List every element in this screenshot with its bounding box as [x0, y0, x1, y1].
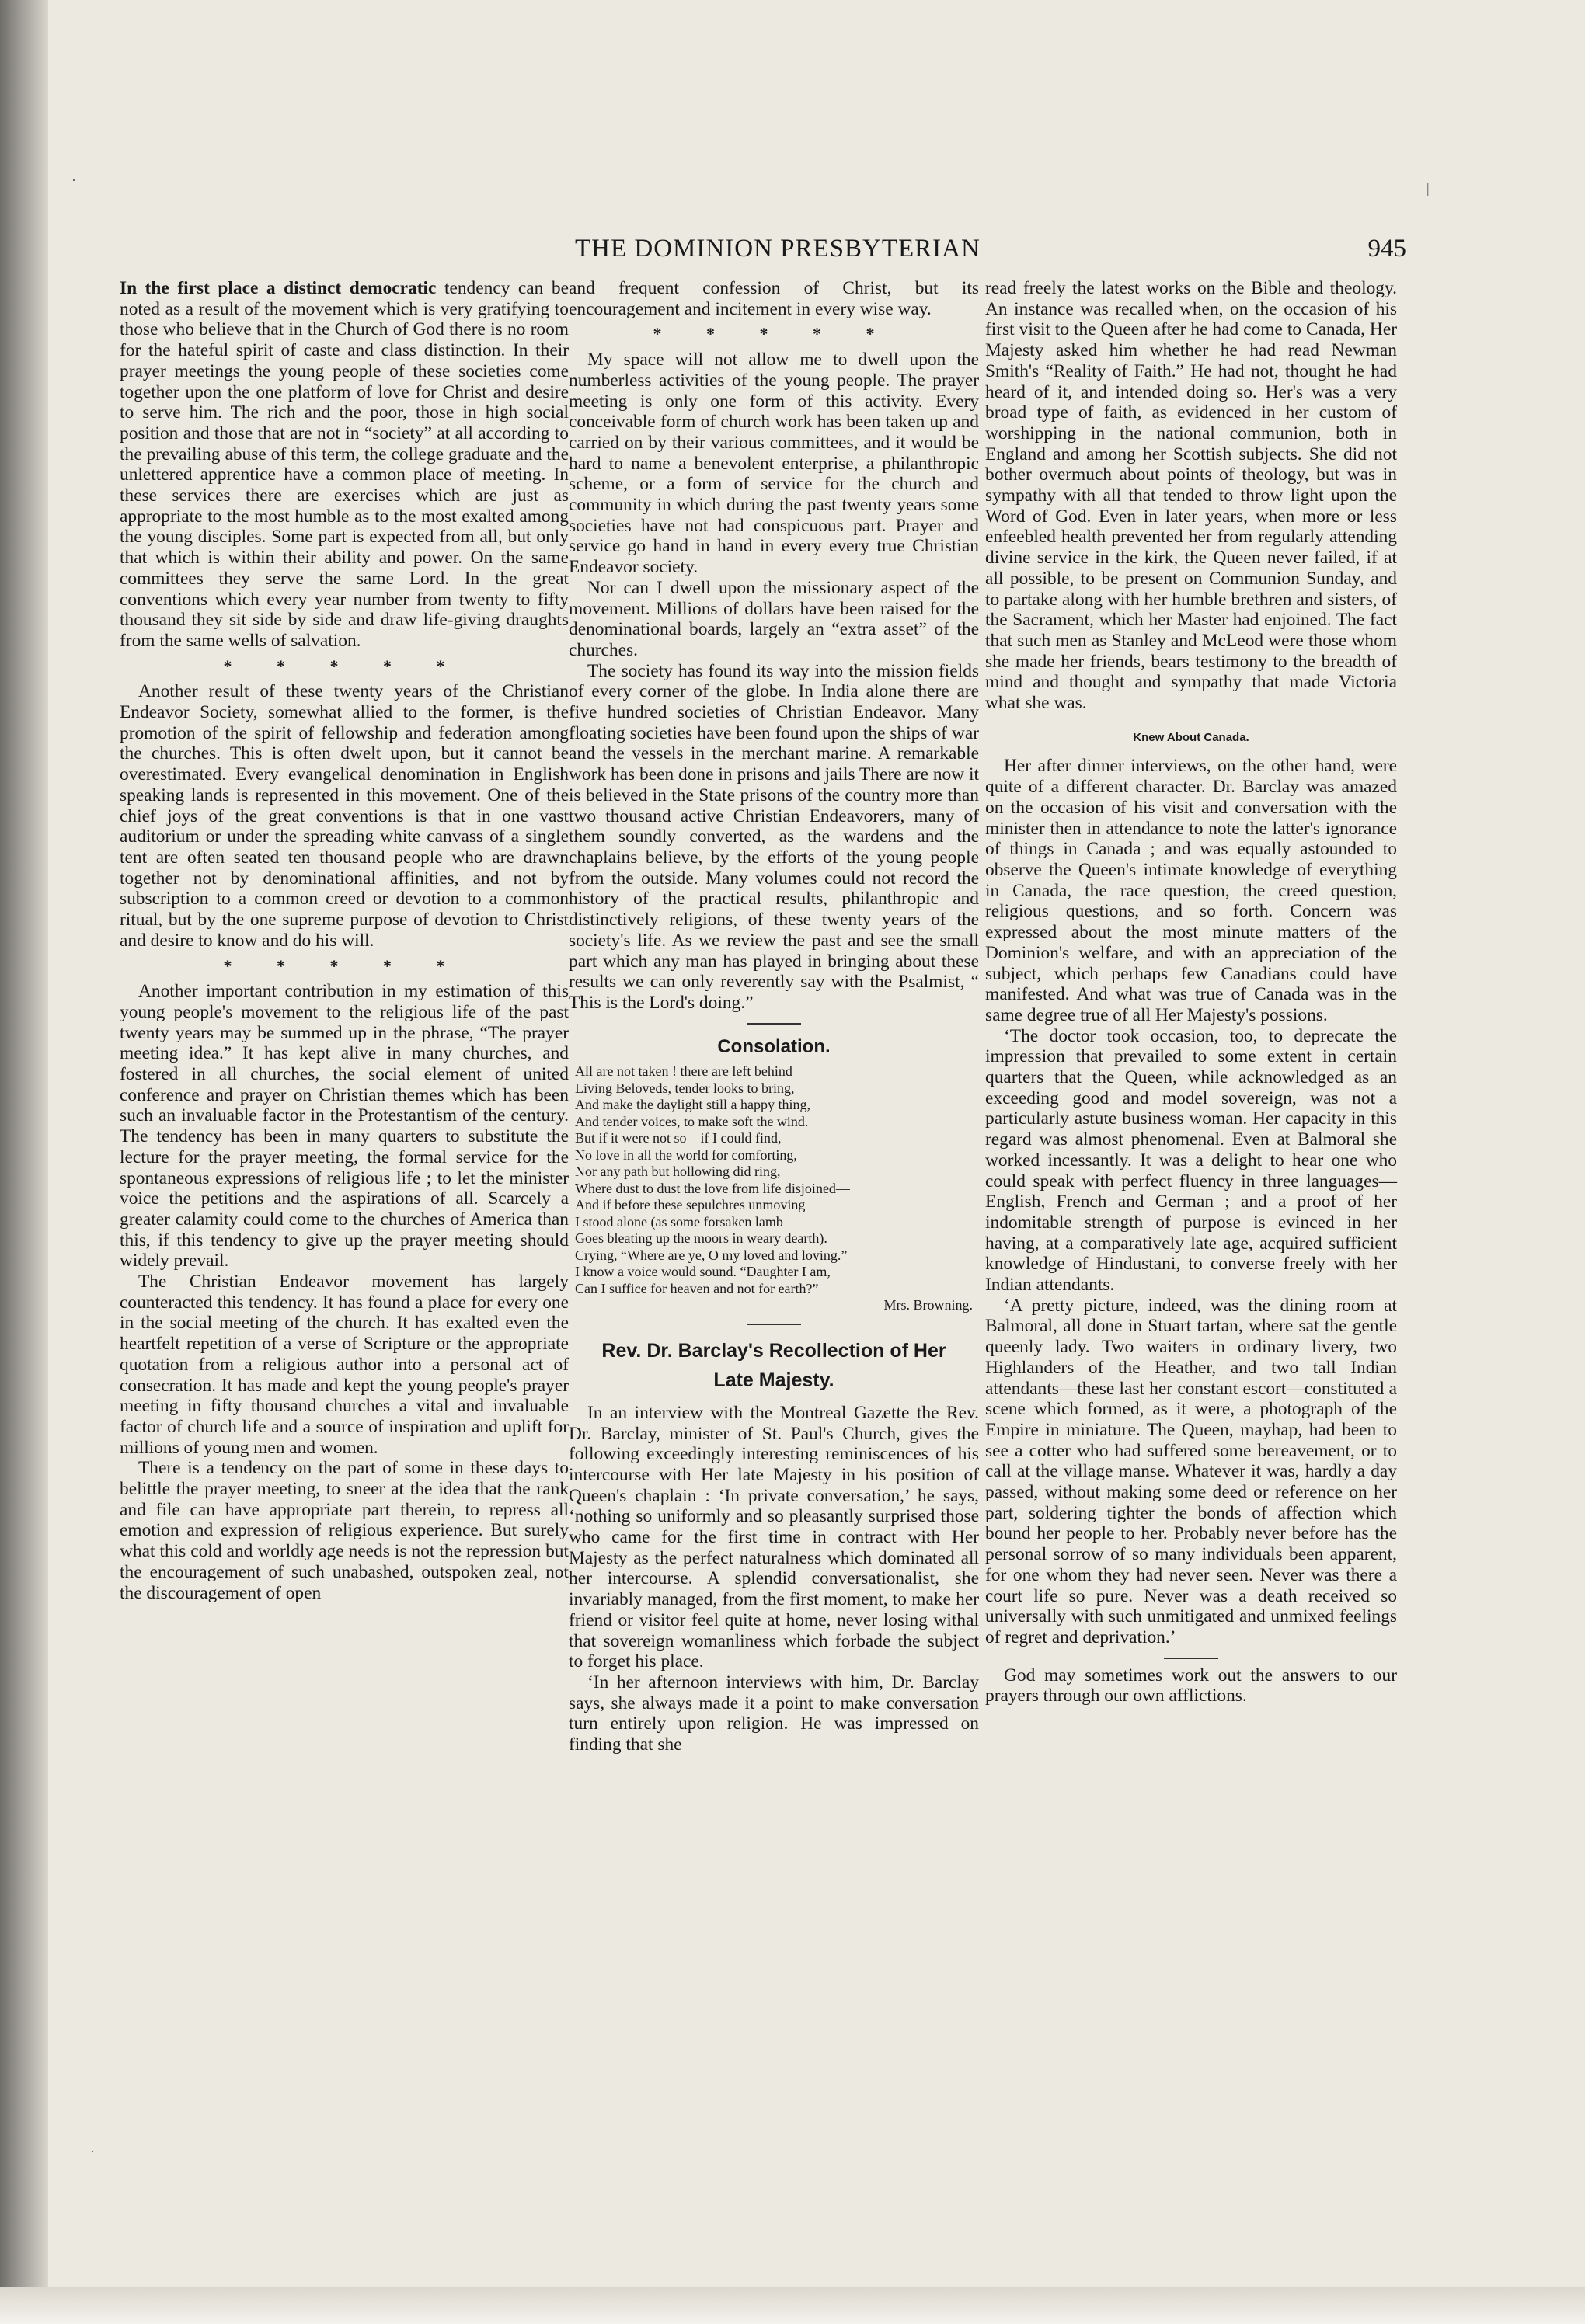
publication-title: THE DOMINION PRESBYTERIAN — [575, 235, 981, 263]
poem-line: Where dust to dust the love from life disjoined— — [575, 1180, 850, 1196]
scan-speck: · — [90, 2144, 95, 2159]
section-rule — [747, 1023, 801, 1025]
paragraph: and frequent confession of Christ, but its encouragement and incitement in every wise way. — [569, 278, 979, 319]
article-title — [569, 1336, 979, 1395]
poem — [575, 1063, 979, 1314]
poem-line: But if it were not so—if I could find, — [575, 1130, 782, 1146]
poem-line: All are not taken ! there are left behind — [575, 1063, 792, 1080]
scan-speck: | — [1426, 180, 1430, 196]
section-divider-stars: * * * * * — [653, 324, 895, 344]
poem-line: And if before these sepulchres unmoving — [575, 1197, 806, 1213]
paragraph-lead: In the first place a distinct democratic — [120, 278, 437, 298]
poem-line: I know a voice would sound. “Daughter I am, — [575, 1264, 831, 1280]
poem-line: Crying, “Where are ye, O my loved and loving.” — [575, 1247, 848, 1263]
paragraph-text: tendency can be noted as a result of the movement which is very gratifying to those who believe that in the Church of God there is no room for the hateful spirit of caste and class distinction. In their prayer meetings the young people of these societies come together upon the one platform of love for Christ and desire to serve him. The rich and the poor, those in high social position and those that are not in “society” at all according to the prevailing abuse of this term, the college graduate and the unlettered apprentice have a common place of meeting. In these services there are exercises which are just as appropriate to the most humble as to the most exalted among the young disciples. Some part is expected from all, but only that which is within their ability and power. On the same committees they serve the same Lord. In the great conventions which every year number from twenty to fifty thousand they sit side by side and draw life-giving draughts from the same wells of salvation. — [120, 278, 569, 651]
scan-speck: · — [71, 172, 76, 188]
poem-line: And make the daylight still a happy thing, — [575, 1097, 810, 1113]
section-rule — [1164, 1658, 1218, 1659]
paragraph: The society has found its way into the mission fields of every corner of the globe. In India alone there are five hundred societies of Christian Endeavor. Many floating societies have been found upon the ships of war and the vessels in the merchant marine. A remarkable work has been done in prisons and jails There are now it is believed in the State prisons of the country more than two thousand active Christian Endeavorers, many of them soundly converted, as the wardens and the chaplains believe, by the efforts of the young people from the outside. Many volumes could not record the history of the practical results, philanthropic and distinctively religions, of these twenty years of the society's life. As we review the past and see the small part which any man has played in bringing about these results we can only reverently say with the Psalmist, “ This is the Lord's doing.” — [569, 660, 979, 1013]
subheading: Knew About Canada. — [1133, 730, 1249, 744]
paragraph: Another important contribution in my estimation of this young people's movement to the religious life of the past twenty years may be summed up in the phrase, “The prayer meeting idea.” It has kept alive in many churches, and fostered in all churches, the social element of united conference and prayer on Christian themes which has been such an invaluable factor in the Protestantism of the century. The tendency has been in many quarters to substitute the lecture for the prayer meeting, the formal service for the spontaneous expressions of religious life ; to let the minister voice the petitions and the aspirations of all. Scarcely a greater calamity could come to the churches of America than this, if this tendency to give up the prayer meeting should widely prevail. — [120, 981, 569, 1272]
paragraph: My space will not allow me to dwell upon the numberless activities of the young people. The prayer meeting is only one form of this activity. Every conceivable form of church work has been taken up and carried on by their various committees, and it would be hard to name a benevolent enterprise, a philanthropic scheme, or a form of service for the church and community in which during the past twenty years some societies have not had conspicuous part. Prayer and service go hand in hand in every every true Christian Endeavor society. — [569, 350, 979, 578]
section-rule — [747, 1324, 801, 1325]
page-bottom-edge — [0, 2287, 1585, 2324]
paragraph — [120, 278, 569, 652]
column-middle — [569, 278, 979, 1755]
page-header — [575, 235, 1406, 273]
paragraph: ‘The doctor took occasion, too, to deprecate the impression that prevailed to some extent in certain quarters that the Queen, while acknowledged as an exceeding good and model sovereign, was not a particularly astute business woman. Her capacity in this regard was almost phenomenal. Even at Balmoral she worked incessantly. It was a delight to hear one who could speak with perfect fluency in three languages—English, French and German ; and a proof of her indomitable strength of purpose is evinced in her having, at a comparatively late age, acquired sufficient knowledge of Hindustani, to converse freely with her Indian attendants. — [985, 1025, 1397, 1296]
paragraph: In an interview with the Montreal Gazette the Rev. Dr. Barclay, minister of St. Paul's Church, gives the following exceedingly interesting reminiscences of his intercourse with Her late Majesty in his position of Queen's chaplain : ‘In private conversation,’ he says, ‘nothing so uniformly and so pleasantly surprised those who came for the first time in contract with Her Majesty as the perfect naturalness which dominated all her intercourse. A splendid conversationalist, she invariably managed, from the first moment, to make her friend or visitor feel quite at home, never losing withal that sovereign womanliness which forbade the subject to forget his place. — [569, 1402, 979, 1672]
article-title-line: Late Majesty. — [713, 1369, 834, 1391]
paragraph: Another result of these twenty years of the Christian Endeavor Society, somewhat allied to the former, is the promotion of the spirit of fellowship and federation among the churches. This is often dwelt upon, but it cannot be overestimated. Every evangelical denomination in English speaking lands is represented in this movement. One of the chief joys of the great conventions is that in one vast auditorium or under the spreading white canvass of a single tent are often seated ten thousand people who are drawn together not by denominational affinities, and not by subscription to a common creed or devotion to a common ritual, but by the one supreme purpose of devotion to Christ and desire to know and do his will. — [120, 681, 569, 951]
poem-line: Nor any path but hollowing did ring, — [575, 1164, 781, 1180]
poem-attribution: —Mrs. Browning. — [869, 1297, 973, 1313]
paragraph: God may sometimes work out the answers to our prayers through our own afflictions. — [985, 1665, 1397, 1706]
poem-line: Goes bleating up the moors in weary dearth). — [575, 1230, 827, 1247]
section-divider-stars: * * * * * — [223, 955, 465, 976]
poem-title: Consolation. — [717, 1035, 831, 1057]
poem-line: Living Beloveds, tender looks to bring, — [575, 1080, 795, 1096]
paragraph: Nor can I dwell upon the missionary aspect of the movement. Millions of dollars have been raised for the denominational boards, largely an “extra asset” of the churches. — [569, 577, 979, 660]
poem-line: Can I suffice for heaven and not for earth?” — [575, 1280, 819, 1296]
section-divider-stars: * * * * * — [223, 656, 465, 676]
poem-line: No love in all the world for comforting, — [575, 1146, 797, 1163]
paragraph: read freely the latest works on the Bible and theology. An instance was recalled when, on the occasion of his first visit to the Queen after he had come to Canada, Her Majesty asked him whether he had read Newman Smith's “Reality of Faith.” He had not, thought he had heard of it, and intended doing so. Her's was a very broad type of faith, as evidenced in her custom of worshipping in the national communion, both in England and among her Scottish subjects. She did not bother overmuch about points of theology, but was in sympathy with all that tended to throw light upon the Word of God. Even in later years, when more or less enfeebled health prevented her from regularly attending divine service in the kirk, the Queen never failed, if at all possible, to be present on Communion Sunday, and to partake along with her humble brethren and sisters, of the Sacrament, which her Master had enjoined. The fact that such men as Stanley and McLeod were those whom she made her friends, bears testimony to the breadth of mind and thought and sympathy that made Victoria what she was. — [985, 278, 1397, 714]
paragraph: ‘In her afternoon interviews with him, Dr. Barclay says, she always made it a point to make conversation turn entirely upon religion. He was impressed on finding that she — [569, 1672, 979, 1755]
column-right — [985, 278, 1397, 1706]
article-title-line: Rev. Dr. Barclay's Recollection of Her — [601, 1339, 946, 1362]
page-number: 945 — [1367, 235, 1406, 263]
poem-line: I stood alone (as some forsaken lamb — [575, 1213, 783, 1230]
paragraph: The Christian Endeavor movement has largely counteracted this tendency. It has found a place for every one in the social meeting of the church. It has exalted even the heartfelt repetition of a verse of Scripture or the appropriate quotation from a religious author into a personal act of consecration. It has made and kept the young people's prayer meeting in fifty thousand churches a vital and invaluable factor of church life and a source of inspiration and uplift for millions of young men and women. — [120, 1272, 569, 1458]
paragraph: There is a tendency on the part of some in these days to belittle the prayer meeting, to sneer at the idea that the rank and file can have appropriate part therein, to repress all emotion and expression of religious experience. But surely what this cold and worldly age needs is not the repression but the encouragement of such unabashed, outspoken zeal, not the discouragement of open — [120, 1458, 569, 1603]
paragraph: ‘A pretty picture, indeed, was the dining room at Balmoral, all done in Stuart tartan, where sat the gentle queenly lady. Two waiters in ordinary livery, two Highlanders of the Heather, and two tall Indian attendants—these last her constant escort—constituted a scene which formed, as it were, a photograph of the Empire in miniature. The Queen, mayhap, had been to see a cotter who had suffered some bereavement, or to call at the village manse. Whatever it was, hardly a day passed, without making some deed or reference on her part, soldering tighter the bonds of affection which bound her people to her. Probably never before has the personal sorrow of so many individuals been apparent, for one whom they had never seen. Never was there a court life so pure. Never was a death received so universally with such unmitigated and unmixed feelings of regret and deprivation.’ — [985, 1295, 1397, 1647]
paragraph: Her after dinner interviews, on the other hand, were quite of a different character. Dr. Barclay was amazed on the occasion of his visit and conversation with the minister then in attendance to note the latter's ignorance of things in Canada ; and was equally astounded to observe the Queen's intimate knowledge of everything in Canada, the race question, the creed question, religious questions, and so forth. Concern was expressed about the most minute matters of the Dominion's welfare, and with an appreciation of the subject, which perhaps few Canadians could have manifested. And what was true of Canada was in the same degree true of all Her Majesty's possions. — [985, 756, 1397, 1025]
column-left — [120, 278, 569, 1603]
page-binding-shadow — [0, 0, 48, 2324]
poem-line: And tender voices, to make soft the wind. — [575, 1113, 809, 1129]
